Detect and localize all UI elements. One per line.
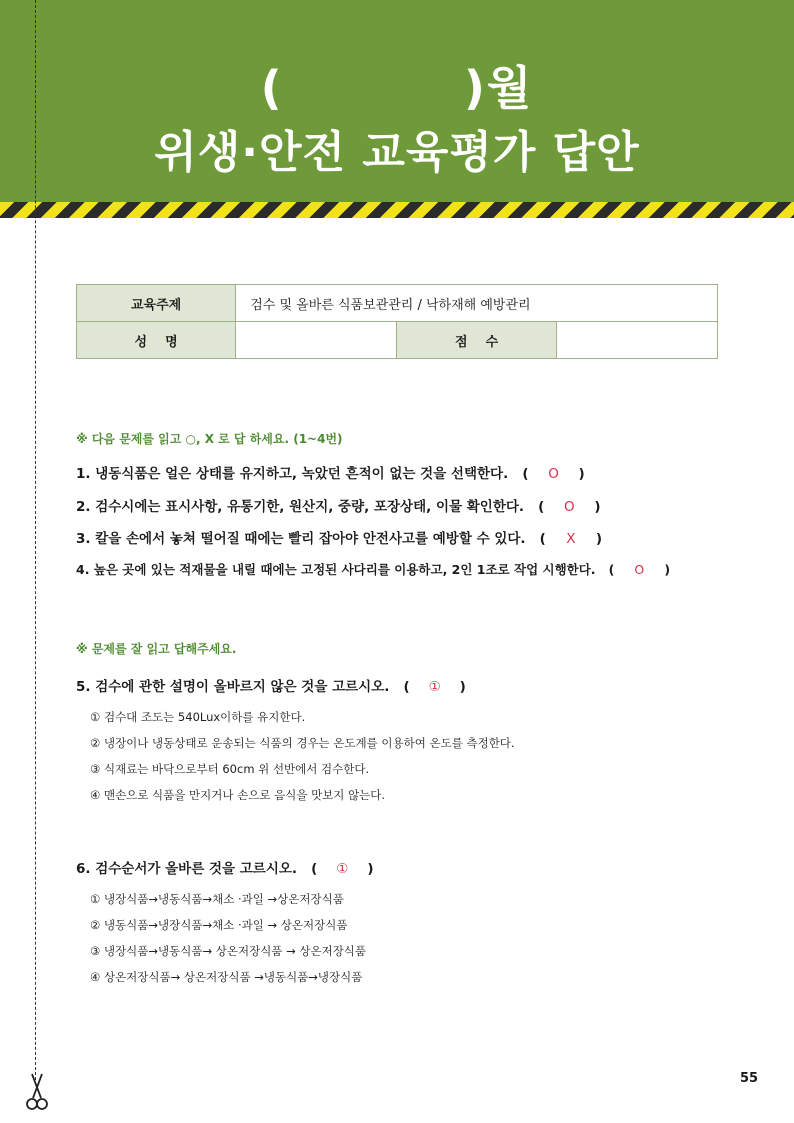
page-title: 위생·안전 교육평가 답안 <box>154 127 640 178</box>
answer-mark: O <box>548 466 559 482</box>
answer-mark: O <box>564 499 575 515</box>
q5-option-2: ② 냉장이나 냉동상태로 운송되는 식품의 경우는 온도계를 이용하여 온도를 측정한다. <box>90 736 515 750</box>
question-text: 1. 냉동식품은 얼은 상태를 유지하고, 녹았던 흔적이 없는 것을 선택한다. <box>76 466 509 482</box>
month-title: ( )월 <box>260 61 534 115</box>
answer-mark: ① <box>336 861 349 877</box>
answer-mark: X <box>566 531 576 547</box>
section1-instruction: ※ 다음 문제를 읽고 ○, X 로 답 하세요. (1~4번) <box>76 432 343 446</box>
q5-option-1: ① 검수대 조도는 540Lux이하를 유지한다. <box>90 710 306 724</box>
topic-value: 검수 및 올바른 식품보관관리 / 낙하재해 예방관리 <box>236 285 718 322</box>
header-banner <box>0 0 794 202</box>
page-number: 55 <box>740 1071 759 1086</box>
name-label: 성 명 <box>77 322 236 359</box>
scissors-icon <box>26 1072 48 1112</box>
answer-mark: ① <box>428 679 441 695</box>
q6-option-1: ① 냉장식품→냉동식품→채소 ·과일 →상온저장식품 <box>90 892 344 906</box>
question-text: 2. 검수시에는 표시사항, 유통기한, 원산지, 중량, 포장상태, 이물 확인한다. <box>76 499 525 515</box>
score-field[interactable] <box>556 322 717 359</box>
topic-label: 교육주제 <box>77 285 236 322</box>
name-field[interactable] <box>236 322 397 359</box>
answer-mark: O <box>634 562 645 577</box>
question-text: 5. 검수에 관한 설명이 올바르지 않은 것을 고르시오. <box>76 679 390 695</box>
question-text: 6. 검수순서가 올바른 것을 고르시오. <box>76 861 298 877</box>
section2-instruction: ※ 문제를 잘 읽고 답해주세요. <box>76 642 237 656</box>
q5-option-3: ③ 식재료는 바닥으로부터 60cm 위 선반에서 검수한다. <box>90 762 370 776</box>
q6-option-3: ③ 냉장식품→냉동식품→ 상온저장식품 → 상온저장식품 <box>90 944 367 958</box>
question-text: 3. 칼을 손에서 놓쳐 떨어질 때에는 빨리 잡아야 안전사고를 예방할 수 있다. <box>76 531 526 547</box>
question-6: 6. 검수순서가 올바른 것을 고르시오. ( ① ) <box>76 861 374 877</box>
question-3: 3. 칼을 손에서 놓쳐 떨어질 때에는 빨리 잡아야 안전사고를 예방할 수 있다. ( X ) <box>76 531 602 547</box>
q5-option-4: ④ 맨손으로 식품을 만지거나 손으로 음식을 맛보지 않는다. <box>90 788 386 802</box>
info-table <box>76 284 718 359</box>
question-text: 4. 높은 곳에 있는 적재물을 내릴 때에는 고정된 사다리를 이용하고, 2인 1조로 작업 시행한다. <box>76 562 596 577</box>
question-4: 4. 높은 곳에 있는 적재물을 내릴 때에는 고정된 사다리를 이용하고, 2인 1조로 작업 시행한다. ( O ) <box>76 562 671 577</box>
question-1: 1. 냉동식품은 얼은 상태를 유지하고, 녹았던 흔적이 없는 것을 선택한다. ( O ) <box>76 466 585 482</box>
question-5: 5. 검수에 관한 설명이 올바르지 않은 것을 고르시오. ( ① ) <box>76 679 466 695</box>
hazard-stripe <box>0 202 794 218</box>
cut-guide-line <box>35 0 36 1085</box>
q6-option-4: ④ 상온저장식품→ 상온저장식품 →냉동식품→냉장식품 <box>90 970 363 984</box>
score-label: 점 수 <box>397 322 556 359</box>
q6-option-2: ② 냉동식품→냉장식품→채소 ·과일 → 상온저장식품 <box>90 918 348 932</box>
question-2: 2. 검수시에는 표시사항, 유통기한, 원산지, 중량, 포장상태, 이물 확인한다. ( O ) <box>76 499 601 515</box>
